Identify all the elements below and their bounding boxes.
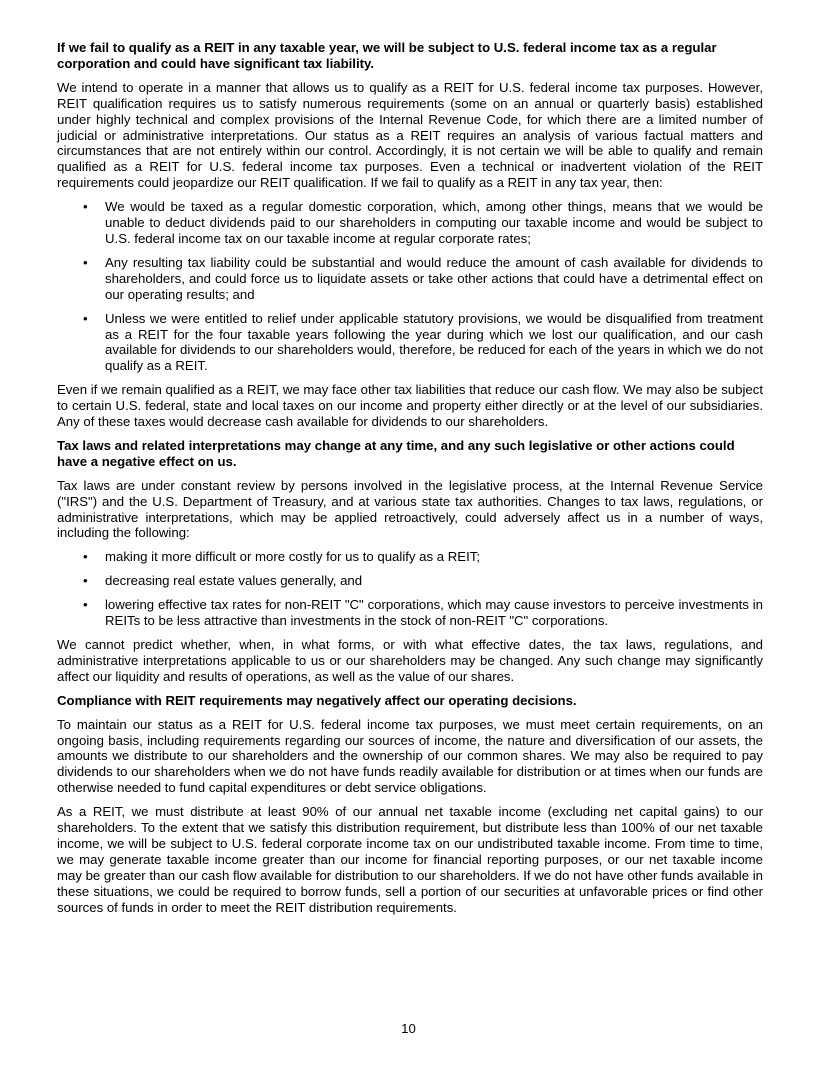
paragraph: As a REIT, we must distribute at least 90% of our annual net taxable income (excluding net capital gains) to our shareholders. To the extent that we satisfy this distribution requirement, but distribute less than 100% of our net taxable income, we will be subject to U.S. federal corporate income tax on our undistributed taxable income. From time to time, we may generate taxable income greater than our income for financial reporting purposes, or our net taxable income may be greater than our cash flow available for distribution to our shareholders. If we do not have other funds available in these situations, we could be required to borrow funds, sell a portion of our securities at unfavorable prices or find other sources of funds in order to meet the REIT distribution requirements. (57, 804, 763, 915)
bullet-list (57, 549, 763, 629)
section-heading: If we fail to qualify as a REIT in any taxable year, we will be subject to U.S. federal income tax as a regular corporation and could have significant tax liability. (57, 40, 717, 71)
section-reit-qualification-risk (57, 40, 763, 430)
list-item (57, 597, 763, 629)
section-tax-law-changes (57, 438, 763, 685)
bullet-icon: • (83, 549, 88, 565)
bullet-icon: • (83, 254, 88, 270)
paragraph: To maintain our status as a REIT for U.S. federal income tax purposes, we must meet certain requirements, on an ongoing basis, including requirements regarding our sources of income, the nature and diversification of our assets, the amounts we distribute to our shareholders and the ownership of our common shares. We may also be required to pay dividends to our shareholders when we do not have funds readily available for distribution or at times when our funds are otherwise needed to fund capital expenditures or debt service obligations. (57, 716, 763, 796)
list-item-text: Unless we were entitled to relief under applicable statutory provisions, we would be disqualified from treatment as a REIT for the four taxable years following the year during which we lost our qualification, and our cash available for dividends to our shareholders would, therefore, be reduced for each of the years in which we do not qualify as a REIT. (105, 310, 763, 374)
list-item-text: We would be taxed as a regular domestic corporation, which, among other things, means that we would be unable to deduct dividends paid to our shareholders in computing our taxable income and would be subject to U.S. federal income tax on our taxable income at regular corporate rates; (105, 199, 763, 246)
list-item-text: decreasing real estate values generally, and (105, 573, 363, 589)
paragraph: We intend to operate in a manner that allows us to qualify as a REIT for U.S. federal income tax purposes. However, REIT qualification requires us to satisfy numerous requirements (some on an annual or quarterly basis) established under highly technical and complex provisions of the Internal Revenue Code, for which there are a limited number of judicial or administrative interpretations. Our status as a REIT requires an analysis of various factual matters and circumstances that are not entirely within our control. Accordingly, it is not certain we will be able to qualify and remain qualified as a REIT for U.S. federal income tax purposes. Even a technical or inadvertent violation of the REIT requirements could jeopardize our REIT qualification. If we fail to qualify as a REIT in any tax year, then: (57, 79, 763, 191)
paragraph: We cannot predict whether, when, in what forms, or with what effective dates, the tax laws, regulations, and administrative interpretations applicable to us or our shareholders may be changed. Any such change may significantly affect our liquidity and results of operations, as well as the value of our shares. (57, 637, 763, 684)
section-reit-compliance (57, 693, 763, 916)
list-item (57, 311, 763, 375)
document-page (57, 40, 763, 924)
list-item-text: lowering effective tax rates for non-REIT "C" corporations, which may cause investors to perceive investments in REITs to be less attractive than investments in the stock of non-REIT "C" corporations. (105, 597, 763, 629)
bullet-list (57, 199, 763, 374)
list-item (57, 573, 763, 589)
section-heading: Tax laws and related interpretations may change at any time, and any such legislative or other actions could have a negative effect on us. (57, 437, 735, 469)
paragraph: Even if we remain qualified as a REIT, we may face other tax liabilities that reduce our cash flow. We may also be subject to certain U.S. federal, state and local taxes on our income and property either directly or at the level of our subsidiaries. Any of these taxes would decrease cash available for dividends to our shareholders. (57, 382, 763, 430)
list-item-text: making it more difficult or more costly for us to qualify as a REIT; (105, 549, 481, 565)
bullet-icon: • (83, 199, 88, 215)
paragraph: Tax laws are under constant review by persons involved in the legislative process, at the Internal Revenue Service ("IRS") and the U.S. Department of Treasury, and at various state tax authorities. Changes to tax laws, regulations, or administrative interpretations, which may be applied retroactively, could adversely affect us in a number of ways, including the following: (57, 477, 763, 541)
list-item (57, 549, 763, 565)
list-item-text: Any resulting tax liability could be substantial and would reduce the amount of cash available for dividends to shareholders, and could force us to liquidate assets or take other actions that could have a detrimental effect on our operating results; and (105, 254, 763, 302)
bullet-icon: • (83, 597, 88, 613)
section-heading: Compliance with REIT requirements may negatively affect our operating decisions. (57, 692, 577, 708)
bullet-icon: • (83, 310, 88, 326)
page-number: 10 (401, 1021, 416, 1036)
list-item (57, 255, 763, 303)
bullet-icon: • (83, 573, 88, 589)
list-item (57, 199, 763, 247)
